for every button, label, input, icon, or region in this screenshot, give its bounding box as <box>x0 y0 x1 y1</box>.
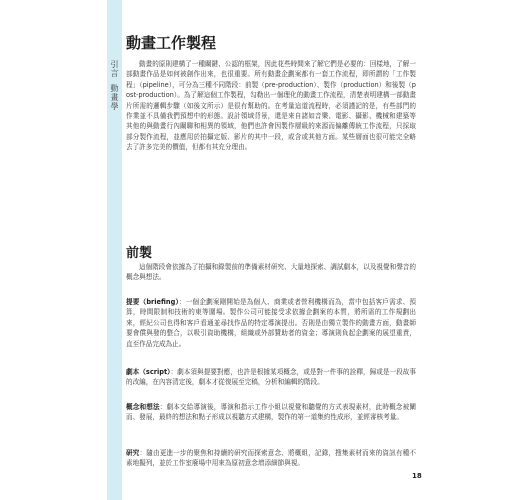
term-label: 概念和想法 <box>126 403 160 411</box>
term-paragraph <box>126 402 416 423</box>
sidebar-title-label: 動畫學 <box>110 84 119 111</box>
intro-paragraph: 動畫的原則建構了一種關鍵、公認的框架，因此花些時間來了解它們是必要的：回樣地，了解一部動畫作品是如何被創作出來，也很重要。所有動畫企劃案都有一套工作流程，即所謂的「工作製程」（pipeline），可分為三種不同階段：前製（pre-production）、製作（production）和後製（post-production）。為了解這個工作製程，勾勒出一個理化的動畫工作流程，清楚表明建構一部動畫片所需的邏輯步驟（如後文所示）是很有幫助的。在考量這道流程時，必須謹記的是，有些部門的作業並不具備我們預想中的形態。設計領域背景，還是來自諸如音樂、電影、攝影、機械和建築等其他的與動畫行內關聯和相異的領域，他們也許會因製作層級的來源而偏離傳統工作流程，只採取部分製作流程，並應用於拍攝定版、影片的其中一段，或含或其他方面。某些層面也很可能完全略去了許多完美的價值，但都有其充分理由。 <box>126 60 416 152</box>
term-paragraph <box>126 367 416 388</box>
page-title: 動畫工作製程 <box>126 34 217 52</box>
term-paragraph <box>126 448 416 469</box>
term-text: ：隨由更進一步的聚焦和持續的研究而探索意念、將概組，記錄，搜集素材而來的資訊有種不素地擬列，並於工作室廢場中用來為原初意念增添細節與視。 <box>126 449 417 468</box>
term-text: ：一個企劃案剛開始是為個人、商業或者營利機構而為，當中包括客戶需求、預算，時間限制和技術的東等圍場。製作公司可能接受求依據企劃案的本質，將所需的工作規劃出來，經紀公司也得和客戶看通並尋找作品的特定導演提出。否則是由獨立製作的動畫方面，動畫師要會償與發的整合，以吸引資助機構，組織或外部贊助者的資金；導演則負起企劃案的展望重責，直至作品完成為止。 <box>126 298 416 348</box>
page-body <box>126 34 417 468</box>
section-heading: 前製 <box>126 246 153 261</box>
term-text: ：劇本交給導演後，導演和指示工作小組以視覺和聽覺的方式表現素材，此時概念被闡而、發展，最終的想法和點子形成以視聽方式建構，製作的第一道集約性成形，並經審核考量。 <box>126 403 417 422</box>
term-label: 提要（briefing） <box>126 298 179 306</box>
sidebar-running-head <box>109 60 120 111</box>
term-text: ：劇本須與提要對應，也許是根據某項概念，或是對一件事的詮釋，歸或是一段故事的改編，在內容清定後，劇本才從復展至完稿，分析和編輯的階段。 <box>126 368 417 387</box>
term-paragraph <box>126 297 416 349</box>
page-number: 18 <box>412 472 422 480</box>
sidebar-section-label: 引言 <box>110 60 119 78</box>
term-label: 研究 <box>126 449 140 457</box>
section-intro-paragraph: 這個階段會依據為了拍攝和錄製前的準備素材研究、大量地探索、調試劇本，以及視覺和聲音的概念與想法。 <box>126 263 416 282</box>
term-label: 劇本（script） <box>126 368 171 376</box>
